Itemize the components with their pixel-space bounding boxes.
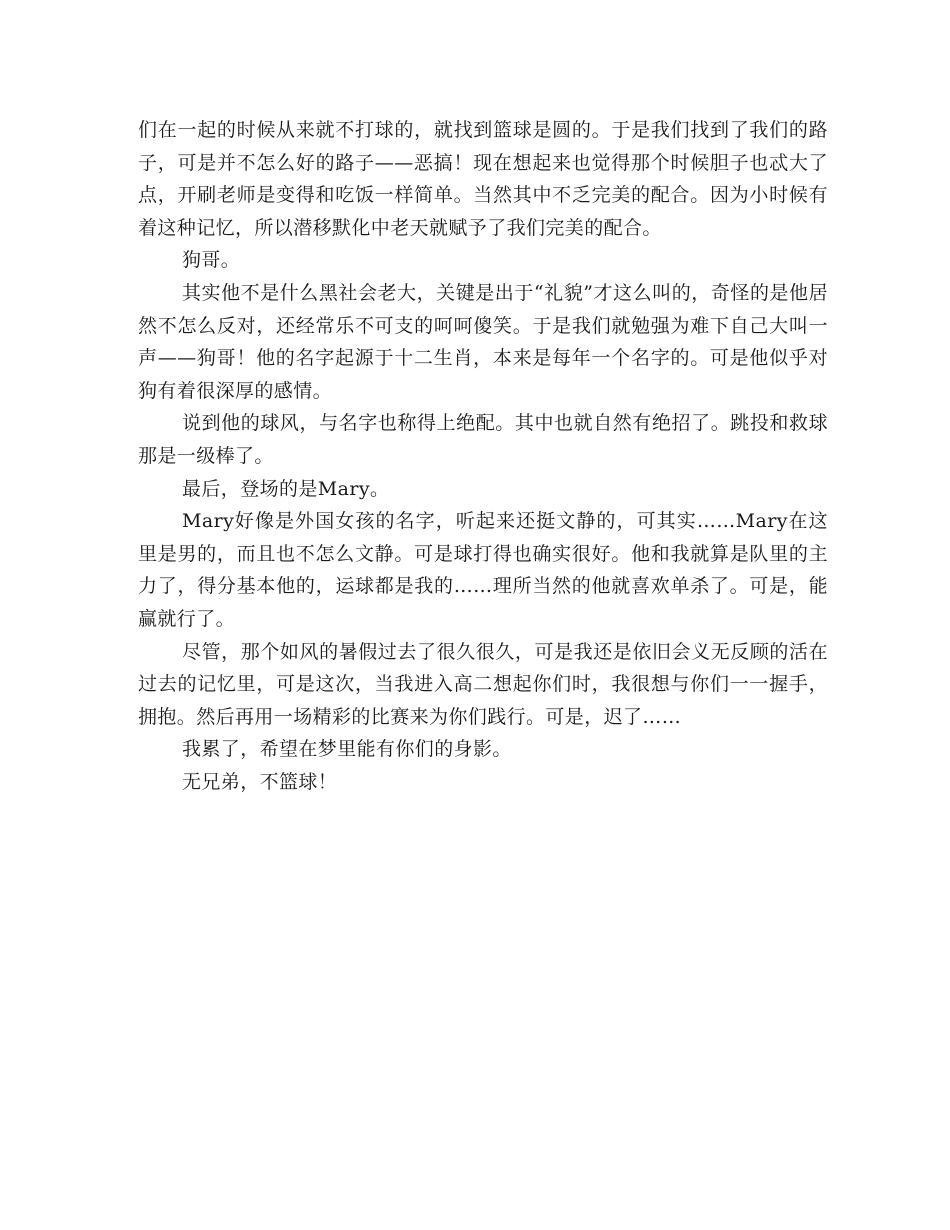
paragraph-8: 我累了，希望在梦里能有你们的身影。 [182, 738, 512, 761]
paragraph-2: 狗哥。 [182, 249, 241, 272]
paragraph-9: 无兄弟，不篮球！ [182, 770, 338, 793]
document-body [138, 114, 828, 798]
paragraph-7: 尽管，那个如风的暑假过去了很久很久，可是我还是依旧会义无反顾的活在过去的记忆里，可是这次，当我进入高二想起你们时，我很想与你们一一握手，拥抱。然后再用一场精彩的比赛来为你们践行。可是，迟了…… [138, 640, 828, 728]
paragraph-3: 其实他不是什么黑社会老大，关键是出于“礼貌”才这么叫的，奇怪的是他居然不怎么反对，还经常乐不可支的呵呵傻笑。于是我们就勉强为难下自己大叫一声——狗哥！他的名字起源于十二生肖，本来是每年一个名字的。可是他似乎对狗有着很深厚的感情。 [138, 281, 828, 402]
paragraph-1: 们在一起的时候从来就不打球的，就找到篮球是圆的。于是我们找到了我们的路子，可是并不怎么好的路子——恶搞！现在想起来也觉得那个时候胆子也忒大了点，开刷老师是变得和吃饭一样简单。当然其中不乏完美的配合。因为小时候有着这种记忆，所以潜移默化中老天就赋予了我们完美的配合。 [138, 119, 828, 239]
paragraph-5: 最后，登场的是Mary。 [182, 477, 390, 500]
paragraph-4: 说到他的球风，与名字也称得上绝配。其中也就自然有绝招了。跳投和救球那是一级棒了。 [138, 412, 828, 467]
paragraph-6: Mary好像是外国女孩的名字，听起来还挺文静的，可其实……Mary在这里是男的，而且也不怎么文静。可是球打得也确实很好。他和我就算是队里的主力了，得分基本他的，运球都是我的……理所当然的他就喜欢单杀了。可是，能赢就行了。 [138, 510, 828, 630]
